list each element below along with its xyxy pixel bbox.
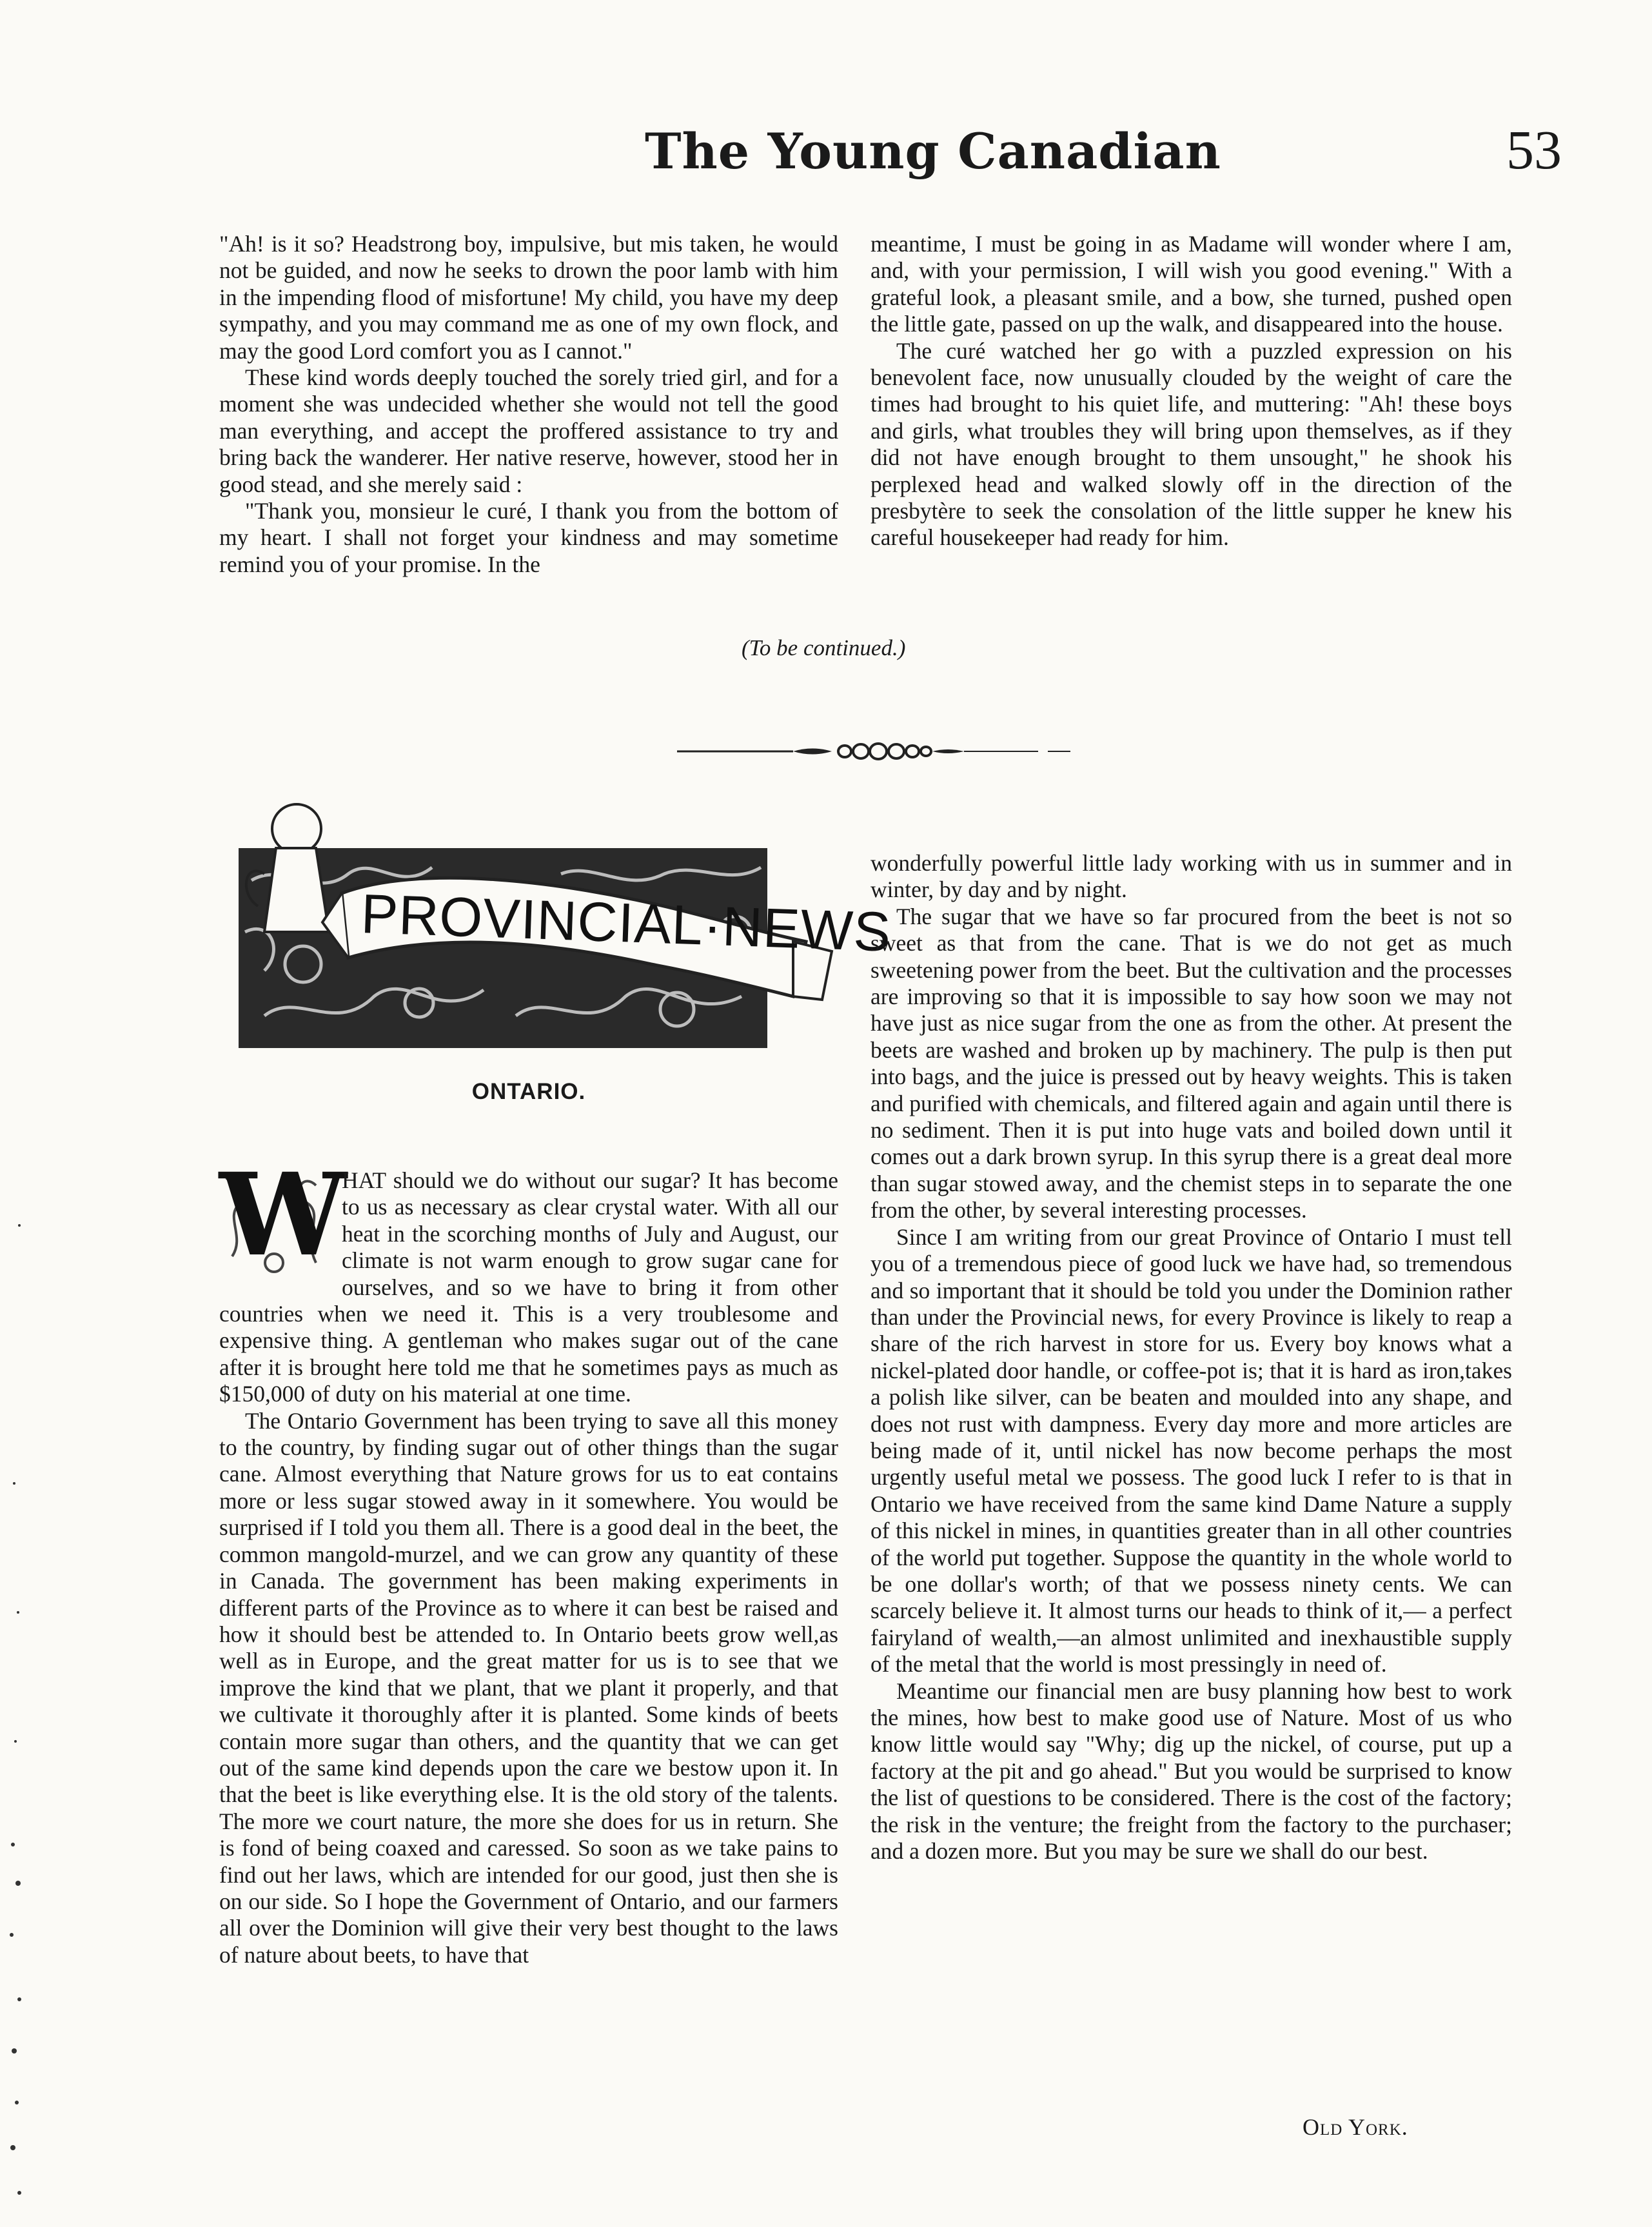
- article-paragraph: wonderfully powerful little lady working with us in summer and in winter, by day and by night.: [870, 850, 1512, 903]
- article-heading: ONTARIO.: [471, 1079, 586, 1104]
- to-be-continued-note: (To be continued.): [742, 635, 906, 660]
- ornamental-divider: [677, 742, 1077, 761]
- scan-margin-specks: [0, 0, 39, 2227]
- story-paragraph: "Ah! is it so? Headstrong boy, impulsive, but mis taken, he would not be guided, and now he seeks to drown the poor lamb with him in the impending flood of misfortune! My child, you have my deep sympathy, and you may command me as one of my own flock, and may the good Lord comfort you as I cannot.": [219, 231, 838, 364]
- author-signature: Old York.: [1303, 2114, 1408, 2140]
- page-number: 53: [1506, 119, 1562, 181]
- drop-cap-spacer: [219, 1167, 342, 1300]
- article-paragraph: HAT should we do without our sugar? It has become to us as necessary as clear crystal water. With all our heat in the scorching months of July and August, our climate is not warm enough to grow sugar cane for ourselves, and so we have to bring it from other countries when we need it. This is a very troublesome and expensive thing. A gentleman who makes sugar out of the cane after it is brought here told me that he sometimes pays as much as $150,000 of duty on his material at one time.: [219, 1167, 838, 1407]
- article-paragraph: The sugar that we have so far procured from the beet is not so sweet as that from the cane. That is we do not get as much sweetening power from the beet. But the cultivation and the processes are improving so that it is impossible to say how soon we may not have just as nice sugar from the one as from the other. At present the beets are washed and broken up by machinery. The pulp is then put into bags, and the juice is pressed out by heavy weights. This is taken and purified with chemicals, and filtered again and again until there is no sediment. Then it is put into huge vats and boiled down until it comes out a dark brown syrup. In this syrup there is a great deal more than sugar stowed away, and the chemist steps in to separate the one from the other, by several interesting processes.: [870, 903, 1512, 1223]
- article-right-column: [870, 850, 1512, 1865]
- page-header: [219, 110, 1575, 193]
- provincial-news-banner-text: PROVINCIAL·NEWS: [360, 883, 892, 964]
- masthead-title: The Young Canadian: [645, 123, 1221, 180]
- drop-cap-letter: W: [219, 1148, 347, 1282]
- story-paragraph: These kind words deeply touched the sorely tried girl, and for a moment she was undecided whether she would not tell the good man everything, and accept the proffered assistance to try and bring back the wanderer. Her native reserve, however, stood her in good stead, and she merely said :: [219, 364, 838, 497]
- story-left-column: [219, 231, 838, 578]
- article-paragraph: Since I am writing from our great Province of Ontario I must tell you of a tremendous piece of good luck we have had, so tremendous and so important that it should be told you under the Dominion rather than under the Provincial news, for every Province is likely to reap a share of the rich harvest in store for us. Every boy knows what a nickel-plated door handle, or coffee-pot is; that it is hard as iron,takes a polish like silver, can be beaten and moulded into any shape, and does not rust with dampness. Every day more and more articles are being made of it, until nickel has now become perhaps the most urgently useful metal we possess. The good luck I refer to is that in Ontario we have received from the same kind Dame Nature a supply of this nickel in mines, in quantities greater than in all other countries of the world put together. Suppose the quantity in the whole world to be one dollar's worth; of that we possess ninety cents. We can scarcely believe it. It almost turns our heads to think of it,— a perfect fairyland of wealth,—an almost unlimited and inexhaustible supply of the metal that the world is most pressingly in need of.: [870, 1223, 1512, 1678]
- story-right-column: [870, 231, 1512, 551]
- story-paragraph: The curé watched her go with a puzzled expression on his benevolent face, now unusually clouded by the weight of care the times had brought to his quiet life, and muttering: "Ah! these boys and girls, what troubles they will bring upon themselves, as if they did not have enough brought to them unsought," he shook his perplexed head and walked slowly off in the direction of the presbytère to seek the consolation of the little supper he knew his careful housekeeper had ready for him.: [870, 337, 1512, 551]
- story-paragraph: "Thank you, monsieur le curé, I thank you from the bottom of my heart. I shall not forget your kindness and may sometime remind you of your promise. In the: [219, 498, 838, 577]
- article-paragraph: The Ontario Government has been trying to save all this money to the country, by finding sugar out of other things than the sugar cane. Almost everything that Nature grows for us to eat contains more or less sugar stowed away in it somewhere. You would be surprised if I told you them all. There is a good deal in the beet, the common mangold-murzel, and we can grow any quantity of these in Canada. The government has been making experiments in different parts of the Province as to where it can best be raised and how it should best be attended to. In Ontario beets grow well,as well as in Europe, and the great matter for us is to see that we improve the kind that we plant, that we plant it properly, and that we cultivate it thoroughly after it is planted. Some kinds of beets contain more sugar than others, and the quantity that we can get out of the same kind depends upon the care we bestow upon it. In that the beet is like everything else. It is the old story of the talents. The more we court nature, the more she does for us in return. She is fond of being coaxed and caressed. So soon as we take pains to find out her laws, which are intended for our good, just then she is on our side. So I hope the Government of Ontario, and our farmers all over the Dominion will give their very best thought to the laws of nature about beets, to have that: [219, 1407, 838, 1968]
- article-paragraph: Meantime our financial men are busy planning how best to work the mines, how best to make good use of Nature. Most of us who know little would say "Why; dig up the nickel, of course, put up a factory at the pit and go ahead." But you would be surprised to know the list of questions to be considered. There is the cost of the factory; the risk in the venture; the freight from the factory to the purchaser; and a dozen more. But you may be sure we shall do our best.: [870, 1678, 1512, 1865]
- story-paragraph: meantime, I must be going in as Madame will wonder where I am, and, with your permission, I will wish you good evening." With a grateful look, a pleasant smile, and a bow, she turned, pushed open the little gate, passed on up the walk, and disappeared into the house.: [870, 231, 1512, 337]
- article-left-column: [219, 1167, 838, 1968]
